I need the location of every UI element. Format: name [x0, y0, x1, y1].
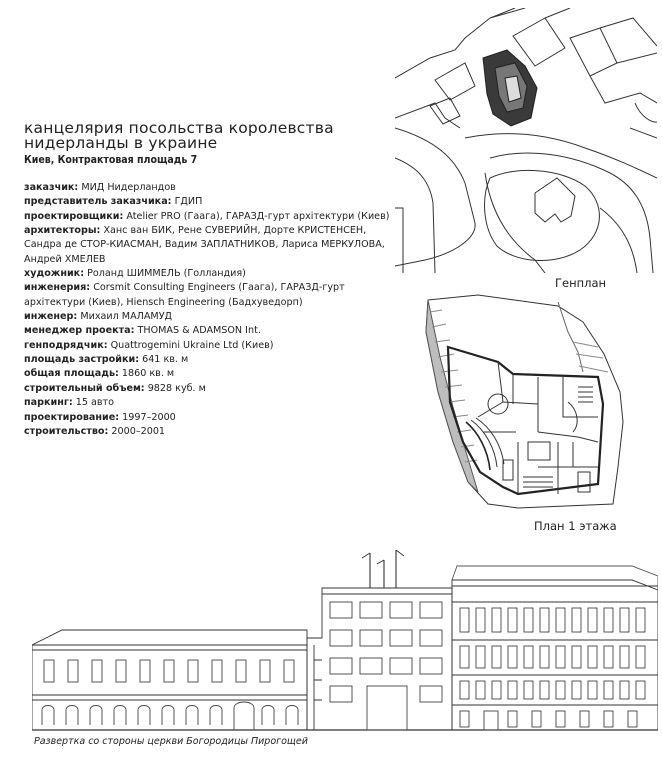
credit-value: 15 авто — [75, 397, 114, 409]
credit-row — [24, 267, 404, 281]
street-elevation-drawing — [32, 550, 658, 736]
credit-label: инженер: — [24, 311, 78, 323]
credit-label: площадь застройки: — [24, 354, 140, 366]
credit-continuation: Сандра де СТОР-КИАСМАН, Вадим ЗАПЛАТНИКОВ, Лариса МЕРКУЛОВА, — [24, 239, 385, 251]
credit-value: 9828 куб. м — [147, 382, 206, 394]
credit-row — [24, 382, 404, 396]
credit-label: проектировщики: — [24, 210, 124, 222]
credit-row — [24, 310, 404, 324]
left-building-lower-windows — [42, 702, 298, 730]
title-line-1: канцелярия посольства королевства — [24, 119, 334, 137]
project-title — [24, 121, 384, 151]
floor-plan-caption: План 1 этажа — [534, 519, 617, 533]
credit-label: проектирование: — [24, 411, 120, 423]
credit-value: ГДИП — [174, 196, 203, 208]
credit-value: 1997–2000 — [122, 411, 176, 423]
credit-label: генподрядчик: — [24, 339, 108, 351]
elevation-caption: Развертка со стороны церкви Богородицы Пирогощей — [34, 736, 308, 747]
credit-row — [24, 195, 404, 209]
credit-label: строительство: — [24, 425, 109, 437]
credit-row — [24, 324, 404, 338]
credit-continuation: архітектури (Киев), Hiensch Engineering (Бадхуведорп) — [24, 296, 303, 308]
credit-row — [24, 367, 404, 381]
credit-label: архитекторы: — [24, 225, 101, 237]
credit-value: 641 кв. м — [142, 354, 189, 366]
title-line-2: нидерланды в украине — [24, 134, 218, 152]
site-plan-drawing — [395, 8, 657, 273]
credit-row — [24, 411, 404, 425]
credit-value: Atelier PRO (Гаага), ГАРАЗД-гурт архітектури (Киев) — [126, 210, 390, 222]
left-building-upper-windows — [44, 660, 294, 682]
credits-list — [24, 181, 404, 439]
credit-value: МИД Нидерландов — [81, 182, 176, 193]
credit-value: 1860 кв. м — [121, 368, 175, 380]
credit-value: Ханс ван БИК, Рене СУВЕРИЙН, Дорте КРИСТЕНСЕН, — [103, 225, 367, 237]
credit-row — [24, 339, 404, 353]
site-plan-caption: Генплан — [555, 276, 607, 290]
credit-label: заказчик: — [24, 182, 79, 193]
credit-value: Михаил МАЛАМУД — [80, 311, 173, 323]
credit-row — [24, 396, 404, 410]
credit-label: паркинг: — [24, 397, 73, 409]
credit-value: Corsmit Consulting Engineers (Гаага), ГАРАЗД-гурт — [93, 282, 345, 294]
credit-row — [24, 281, 404, 295]
credit-value: Quattrogemini Ukraine Ltd (Киев) — [110, 339, 274, 351]
right-building-windows — [460, 608, 645, 730]
credit-value: THOMAS & ADAMSON Int. — [137, 325, 261, 337]
credit-row — [24, 224, 404, 238]
credit-value: 2000–2001 — [111, 425, 166, 437]
credit-label: инженерия: — [24, 282, 91, 294]
credit-row — [24, 425, 404, 439]
credit-continuation: Андрей ХМЕЛЕВ — [24, 253, 106, 265]
credit-row — [24, 210, 404, 224]
floor-plan-drawing — [408, 292, 630, 514]
credit-row — [24, 181, 404, 195]
project-address: Киев, Контрактовая площадь 7 — [24, 154, 198, 166]
credit-row — [24, 353, 404, 367]
credit-label: общая площадь: — [24, 368, 119, 380]
credit-label: менеджер проекта: — [24, 325, 135, 337]
middle-building-windows — [330, 602, 442, 730]
credit-label: художник: — [24, 268, 85, 280]
credit-label: представитель заказчика: — [24, 196, 172, 208]
credit-value: Роланд ШИММЕЛЬ (Голландия) — [87, 268, 246, 280]
credit-label: строительный объем: — [24, 382, 145, 394]
